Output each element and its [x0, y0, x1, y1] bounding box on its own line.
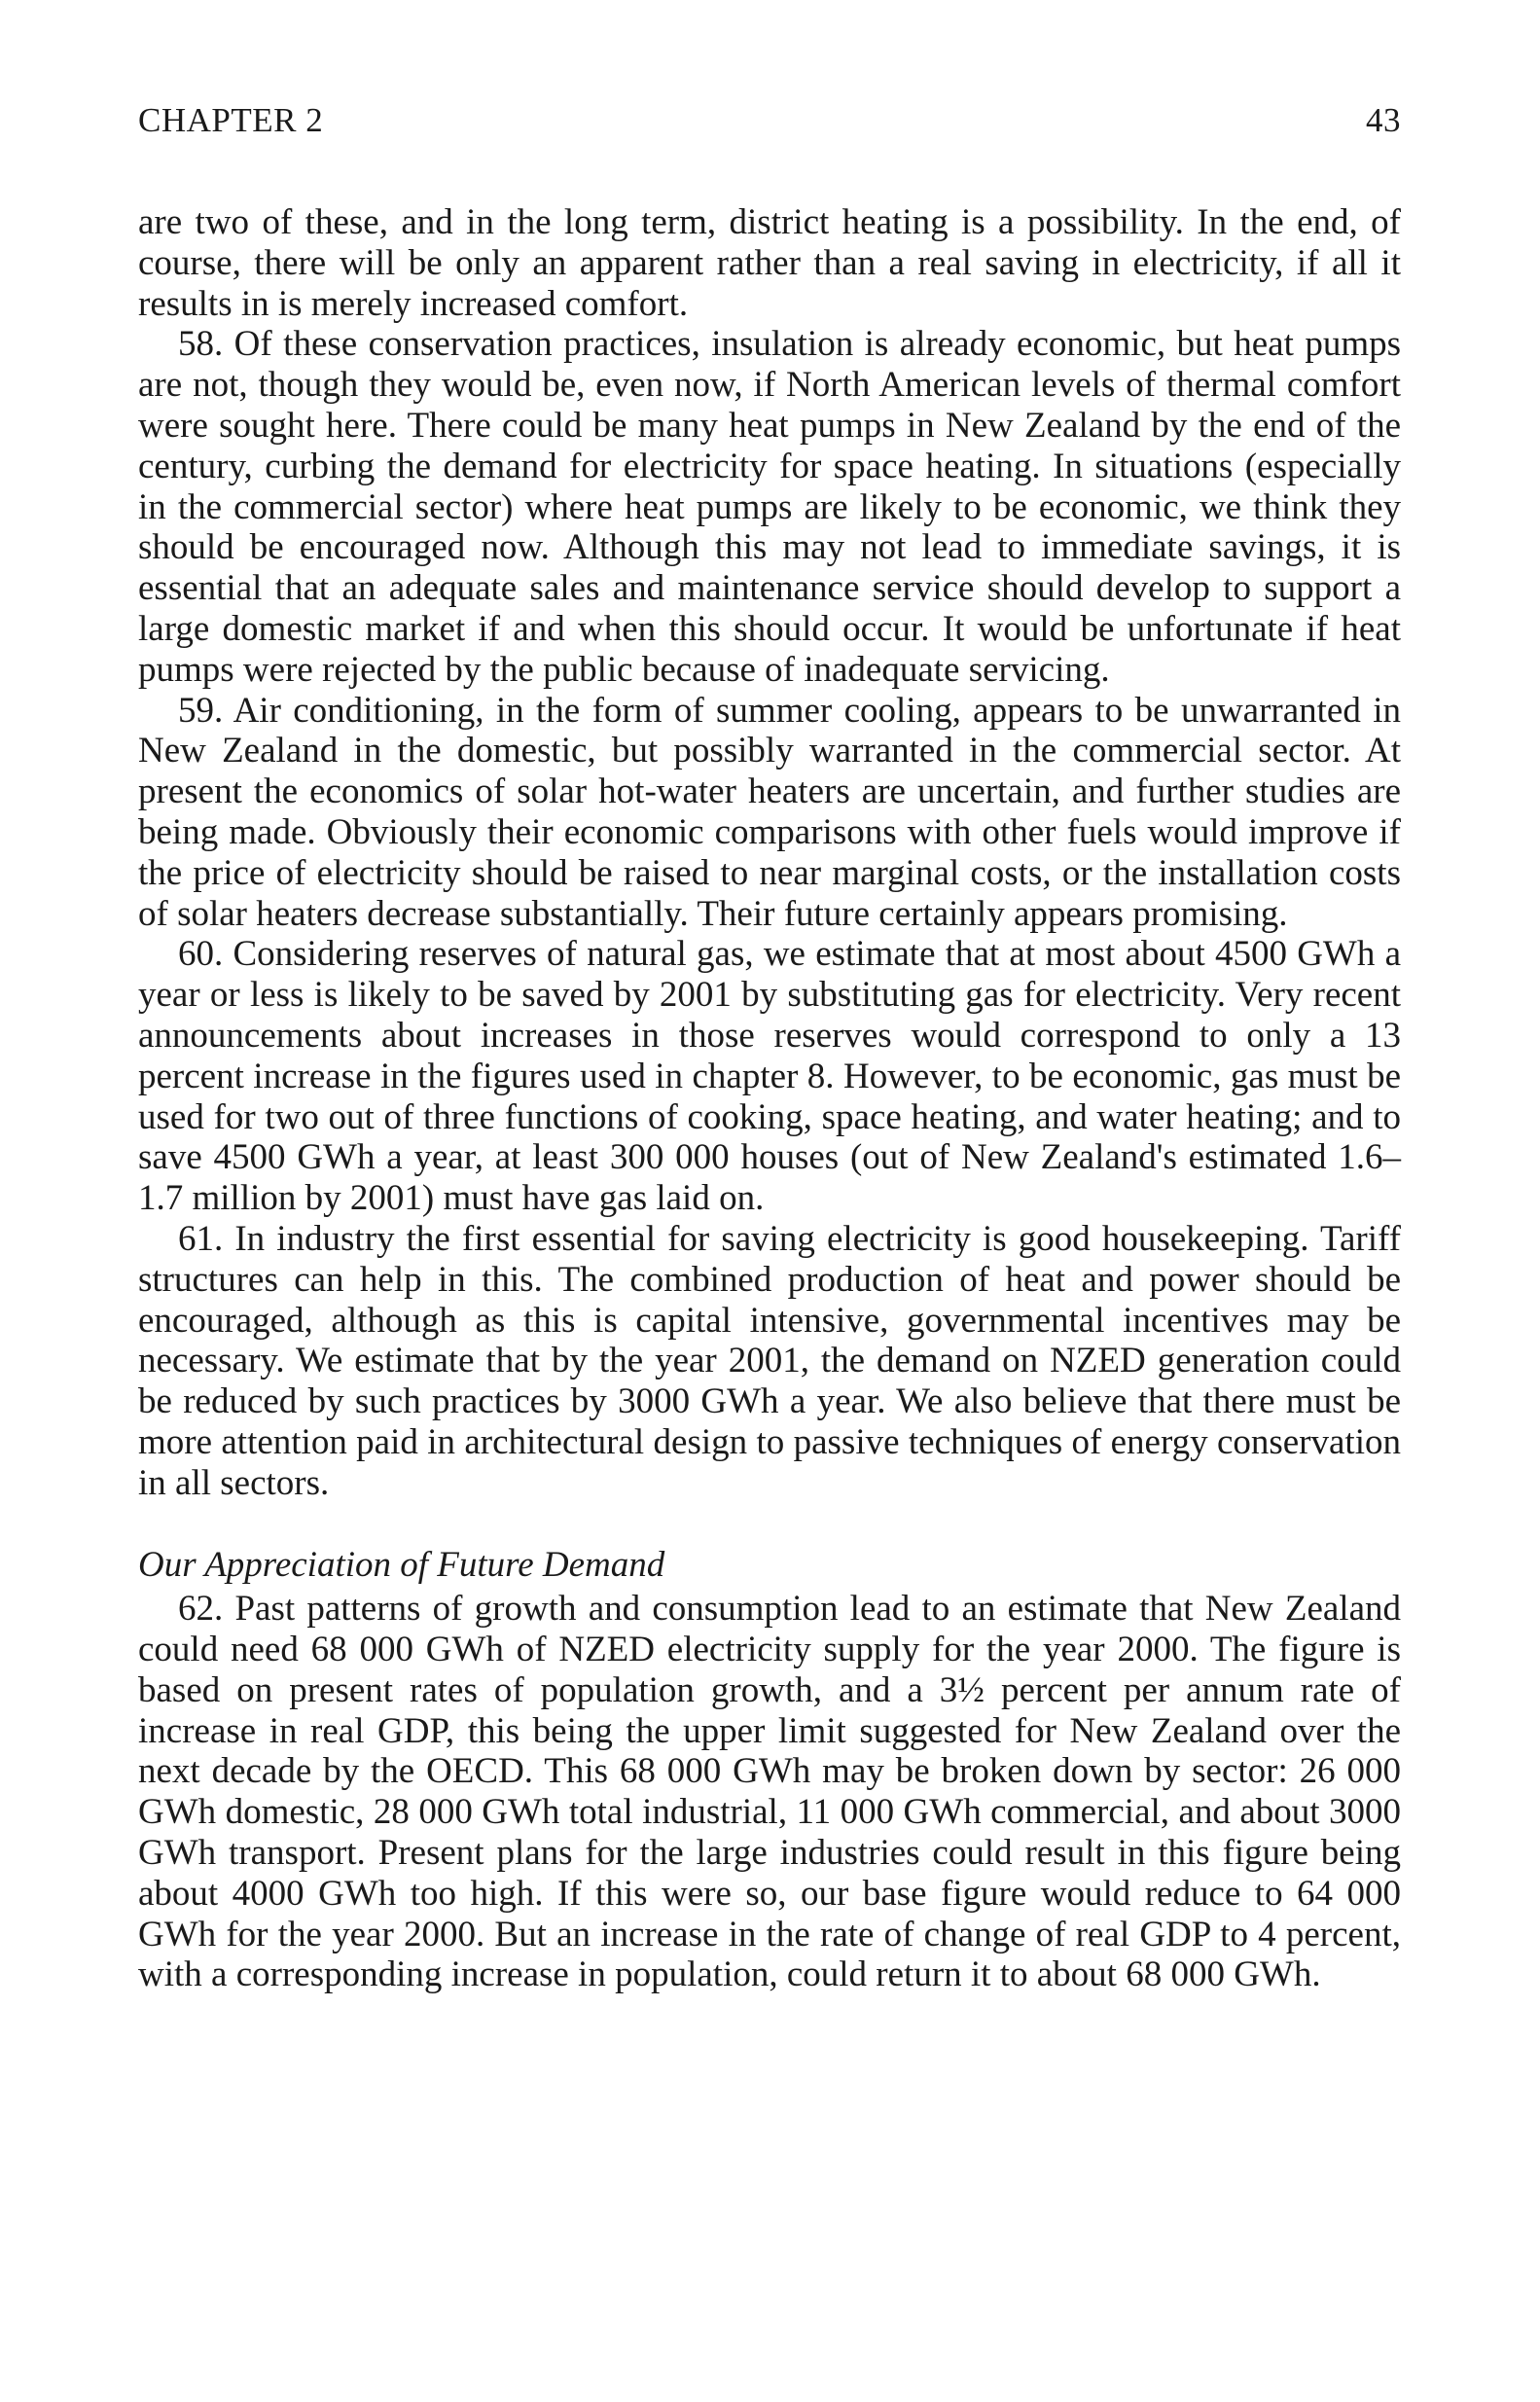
paragraph-59: 59. Air conditioning, in the form of summer cooling, appears to be unwarranted in New Zealand in the domestic, but possibly warranted in the commercial sector. At present the economics of solar hot-water heaters are uncertain, and further studies are being made. Obviously their economic comparisons with other fuels would improve if the price of electricity should be raised to near marginal costs, or the installation costs of solar heaters decrease substantially. Their future certainly appears promising.	[138, 690, 1401, 934]
body-text	[138, 202, 1401, 1995]
section-heading: Our Appreciation of Future Demand	[138, 1544, 665, 1585]
paragraph-62: 62. Past patterns of growth and consumption lead to an estimate that New Zealand could need 68 000 GWh of NZED electricity supply for the year 2000. The figure is based on present rates of population growth, and a 3½ percent per annum rate of increase in real GDP, this being the upper limit suggested for New Zealand over the next decade by the OECD. This 68 000 GWh may be broken down by sector: 26 000 GWh domestic, 28 000 GWh total industrial, 11 000 GWh commercial, and about 3000 GWh transport. Present plans for the large industries could result in this figure being about 4000 GWh too high. If this were so, our base figure would reduce to 64 000 GWh for the year 2000. But an increase in the rate of change of real GDP to 4 percent, with a corresponding increase in population, could return it to about 68 000 GWh.	[138, 1589, 1401, 1995]
paragraph-continued: are two of these, and in the long term, district heating is a possibility. In the end, of course, there will be only an apparent rather than a real saving in electricity, if all it results in is merely increased comfort.	[138, 202, 1401, 324]
paragraph-60: 60. Considering reserves of natural gas, we estimate that at most about 4500 GWh a year or less is likely to be saved by 2001 by substituting gas for electricity. Very recent announcements about increases in those reserves would correspond to only a 13 percent increase in the figures used in chapter 8. However, to be economic, gas must be used for two out of three functions of cooking, space heating, and water heating; and to save 4500 GWh a year, at least 300 000 houses (out of New Zealand's estimated 1.6–1.7 million by 2001) must have gas laid on.	[138, 934, 1401, 1219]
page-number: 43	[1366, 101, 1401, 139]
running-head	[138, 101, 1401, 140]
paragraph-58: 58. Of these conservation practices, insulation is already economic, but heat pumps are not, though they would be, even now, if North American levels of thermal comfort were sought here. There could be many heat pumps in New Zealand by the end of the century, curbing the demand for electricity for space heating. In situations (especially in the commercial sector) where heat pumps are likely to be economic, we think they should be encouraged now. Although this may not lead to immediate savings, it is essential that an adequate sales and maintenance service should develop to support a large domestic market if and when this should occur. It would be unfortunate if heat pumps were rejected by the public because of inadequate servicing.	[138, 324, 1401, 690]
paragraph-61: 61. In industry the first essential for saving electricity is good housekeeping. Tariff structures can help in this. The combined production of heat and power should be encouraged, although as this is capital intensive, governmental incentives may be necessary. We estimate that by the year 2001, the demand on NZED generation could be reduced by such practices by 3000 GWh a year. We also believe that there must be more attention paid in architectural design to passive techniques of energy conservation in all sectors.	[138, 1218, 1401, 1503]
chapter-label: CHAPTER 2	[138, 101, 324, 139]
